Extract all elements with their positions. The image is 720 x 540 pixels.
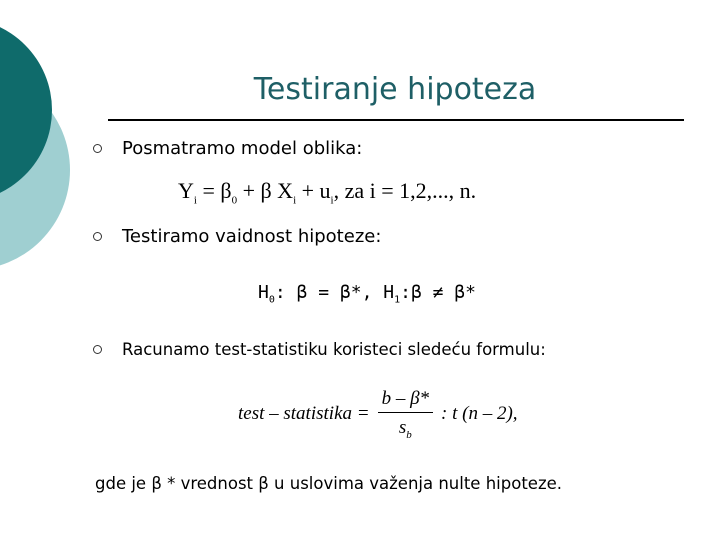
fraction [378, 388, 433, 441]
footer-note: gde je β * vrednost β u uslovima važenja nulte hipoteze. [95, 474, 562, 493]
bullet-circle-icon [93, 232, 102, 241]
bullet-circle-icon [93, 345, 102, 354]
formula-left: test – statistika = [238, 403, 370, 424]
formula-right: : t (n – 2), [441, 403, 518, 424]
bullet-text: Testiramo vaidnost hipoteze: [122, 226, 382, 247]
title-divider [108, 119, 684, 121]
bullet-hypotheses [93, 226, 381, 247]
hypotheses-formula: $H_0$: β = β*, $H_1:\beta \ne \beta*$ [258, 282, 476, 306]
model-formula: $Y_i = \beta_0 + \beta$ $X_i + u_i$, za i = 1,2,..., n. [178, 178, 477, 207]
test-statistic-formula [238, 384, 518, 444]
bullet-test-statistic [93, 340, 546, 359]
bullet-text: Racunamo test-statistiku koristeci sledeću formulu: [122, 340, 546, 359]
slide-title: Testiranje hipoteza [253, 72, 537, 107]
fraction-numerator: b – β* [378, 388, 433, 413]
decorative-circles [0, 0, 90, 300]
fraction-denominator: $s_b$ [398, 416, 412, 441]
bullet-circle-icon [93, 144, 102, 153]
bullet-model [93, 138, 362, 159]
bullet-text: Posmatramo model oblika: [122, 138, 363, 159]
